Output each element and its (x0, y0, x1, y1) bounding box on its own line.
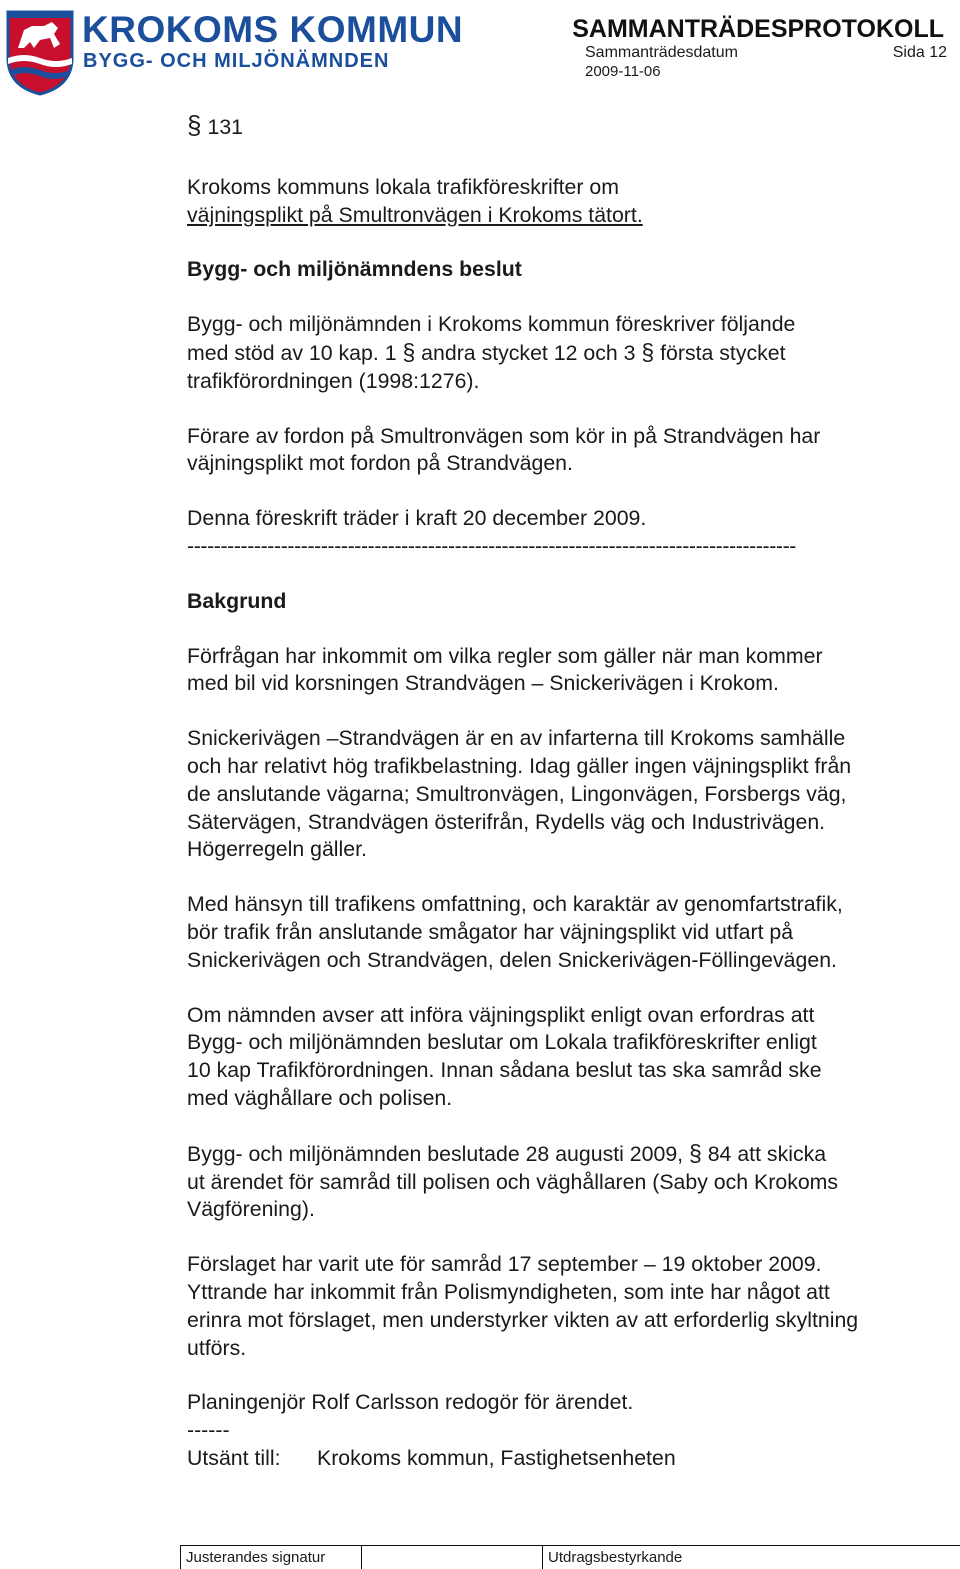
page-number: Sida 12 (892, 44, 947, 61)
background-p3-line2: bör trafik från anslutande smågator har väjningsplikt vid utfart på (187, 919, 794, 944)
extract-label: Utdragsbestyrkande (548, 1549, 683, 1566)
background-p2-line3: de anslutande vägarna; Smultronvägen, Lingonvägen, Forsbergs väg, (187, 781, 847, 806)
decision-p3: Denna föreskrift träder i kraft 20 december 2009. (187, 506, 647, 531)
background-p6-line2: Yttrande har inkommit från Polismyndigheten, som inte har något att (187, 1279, 830, 1304)
background-p3-line1: Med hänsyn till trafikens omfattning, och karaktär av genomfartstrafik, (187, 892, 843, 917)
background-p4-line4: med väghållare och polisen. (187, 1085, 453, 1110)
background-p4-line3: 10 kap Trafikförordningen. Innan sådana beslut tas ska samråd ske (187, 1058, 822, 1083)
background-p2-line2: och har relativt hög trafikbelastning. Idag gäller ingen väjningsplikt från (187, 753, 852, 778)
signature-label: Justerandes signatur (186, 1549, 326, 1566)
decision-p1-line3: trafikförordningen (1998:1276). (187, 368, 480, 393)
signature-footer (180, 1545, 960, 1569)
background-p5-line1: Bygg- och miljönämnden beslutade 28 augusti 2009, § 84 att skicka (187, 1139, 827, 1166)
background-p5-line3: Vägförening). (187, 1197, 315, 1222)
background-p6-line4: utförs. (187, 1335, 247, 1360)
paragraph-number-value: 131 (207, 115, 244, 139)
sent-to-value: Krokoms kommun, Fastighetsenheten (317, 1445, 676, 1470)
background-p4-line2: Bygg- och miljönämnden beslutar om Lokala trafikföreskrifter enligt (187, 1030, 817, 1055)
meeting-date: 2009-11-06 (585, 63, 661, 80)
meeting-date-label: Sammanträdesdatum (585, 44, 738, 61)
paragraph-title-line2: väjningsplikt på Smultronvägen i Krokoms tätort. (187, 202, 643, 227)
background-p2-line5: Högerregeln gäller. (187, 837, 367, 862)
background-heading: Bakgrund (187, 588, 287, 613)
org-name: KROKOMS KOMMUN (82, 9, 464, 50)
background-p5-line2: ut ärendet för samråd till polisen och väghållaren (Saby och Krokoms (187, 1169, 839, 1194)
decision-p2-line2: väjningsplikt mot fordon på Strandvägen. (187, 451, 573, 476)
decision-p1-line2: med stöd av 10 kap. 1 § andra stycket 12 och 3 § första stycket (187, 338, 786, 365)
background-p2-line1: Snickerivägen –Strandvägen är en av infarterna till Krokoms samhälle (187, 726, 846, 751)
dept-name: BYGG- OCH MILJÖNÄMNDEN (83, 50, 390, 72)
background-p6-line3: erinra mot förslaget, men understyrker vikten av att erforderlig skyltning (187, 1307, 859, 1332)
sent-to-line (187, 1445, 951, 1473)
document-type: SAMMANTRÄDESPROTOKOLL (572, 15, 944, 43)
short-separator: ------ (187, 1418, 230, 1443)
background-p6-line1: Förslaget har varit ute för samråd 17 september – 19 oktober 2009. (187, 1252, 822, 1277)
background-p2-line4: Sätervägen, Strandvägen österifrån, Rydells väg och Industrivägen. (187, 809, 826, 834)
paragraph-title-line1: Krokoms kommuns lokala trafikföreskrifter om (187, 174, 619, 199)
protocol-body (187, 112, 951, 1473)
decision-p2-line1: Förare av fordon på Smultronvägen som kör in på Strandvägen har (187, 423, 821, 448)
decision-heading: Bygg- och miljönämndens beslut (187, 257, 522, 282)
background-p7: Planingenjör Rolf Carlsson redogör för ärendet. (187, 1390, 634, 1415)
extract-divider (542, 1546, 544, 1569)
krokom-coat-of-arms-icon (4, 8, 76, 96)
paragraph-number (187, 112, 951, 142)
background-p4-line1: Om nämnden avser att införa väjningsplikt enligt ovan erfordras att (187, 1002, 815, 1027)
background-p1-line1: Förfrågan har inkommit om vilka regler som gäller när man kommer (187, 643, 823, 668)
decision-p1-line1: Bygg- och miljönämnden i Krokoms kommun föreskriver följande (187, 312, 796, 337)
separator-line: ------------------------------------------------------------------------------------------- (187, 533, 796, 558)
background-p1-line2: med bil vid korsningen Strandvägen – Snickerivägen i Krokom. (187, 671, 779, 696)
section-sign: § (187, 110, 202, 140)
background-p3-line3: Snickerivägen och Strandvägen, delen Snickerivägen-Föllingevägen. (187, 947, 837, 972)
sent-to-label: Utsänt till: (187, 1445, 281, 1470)
